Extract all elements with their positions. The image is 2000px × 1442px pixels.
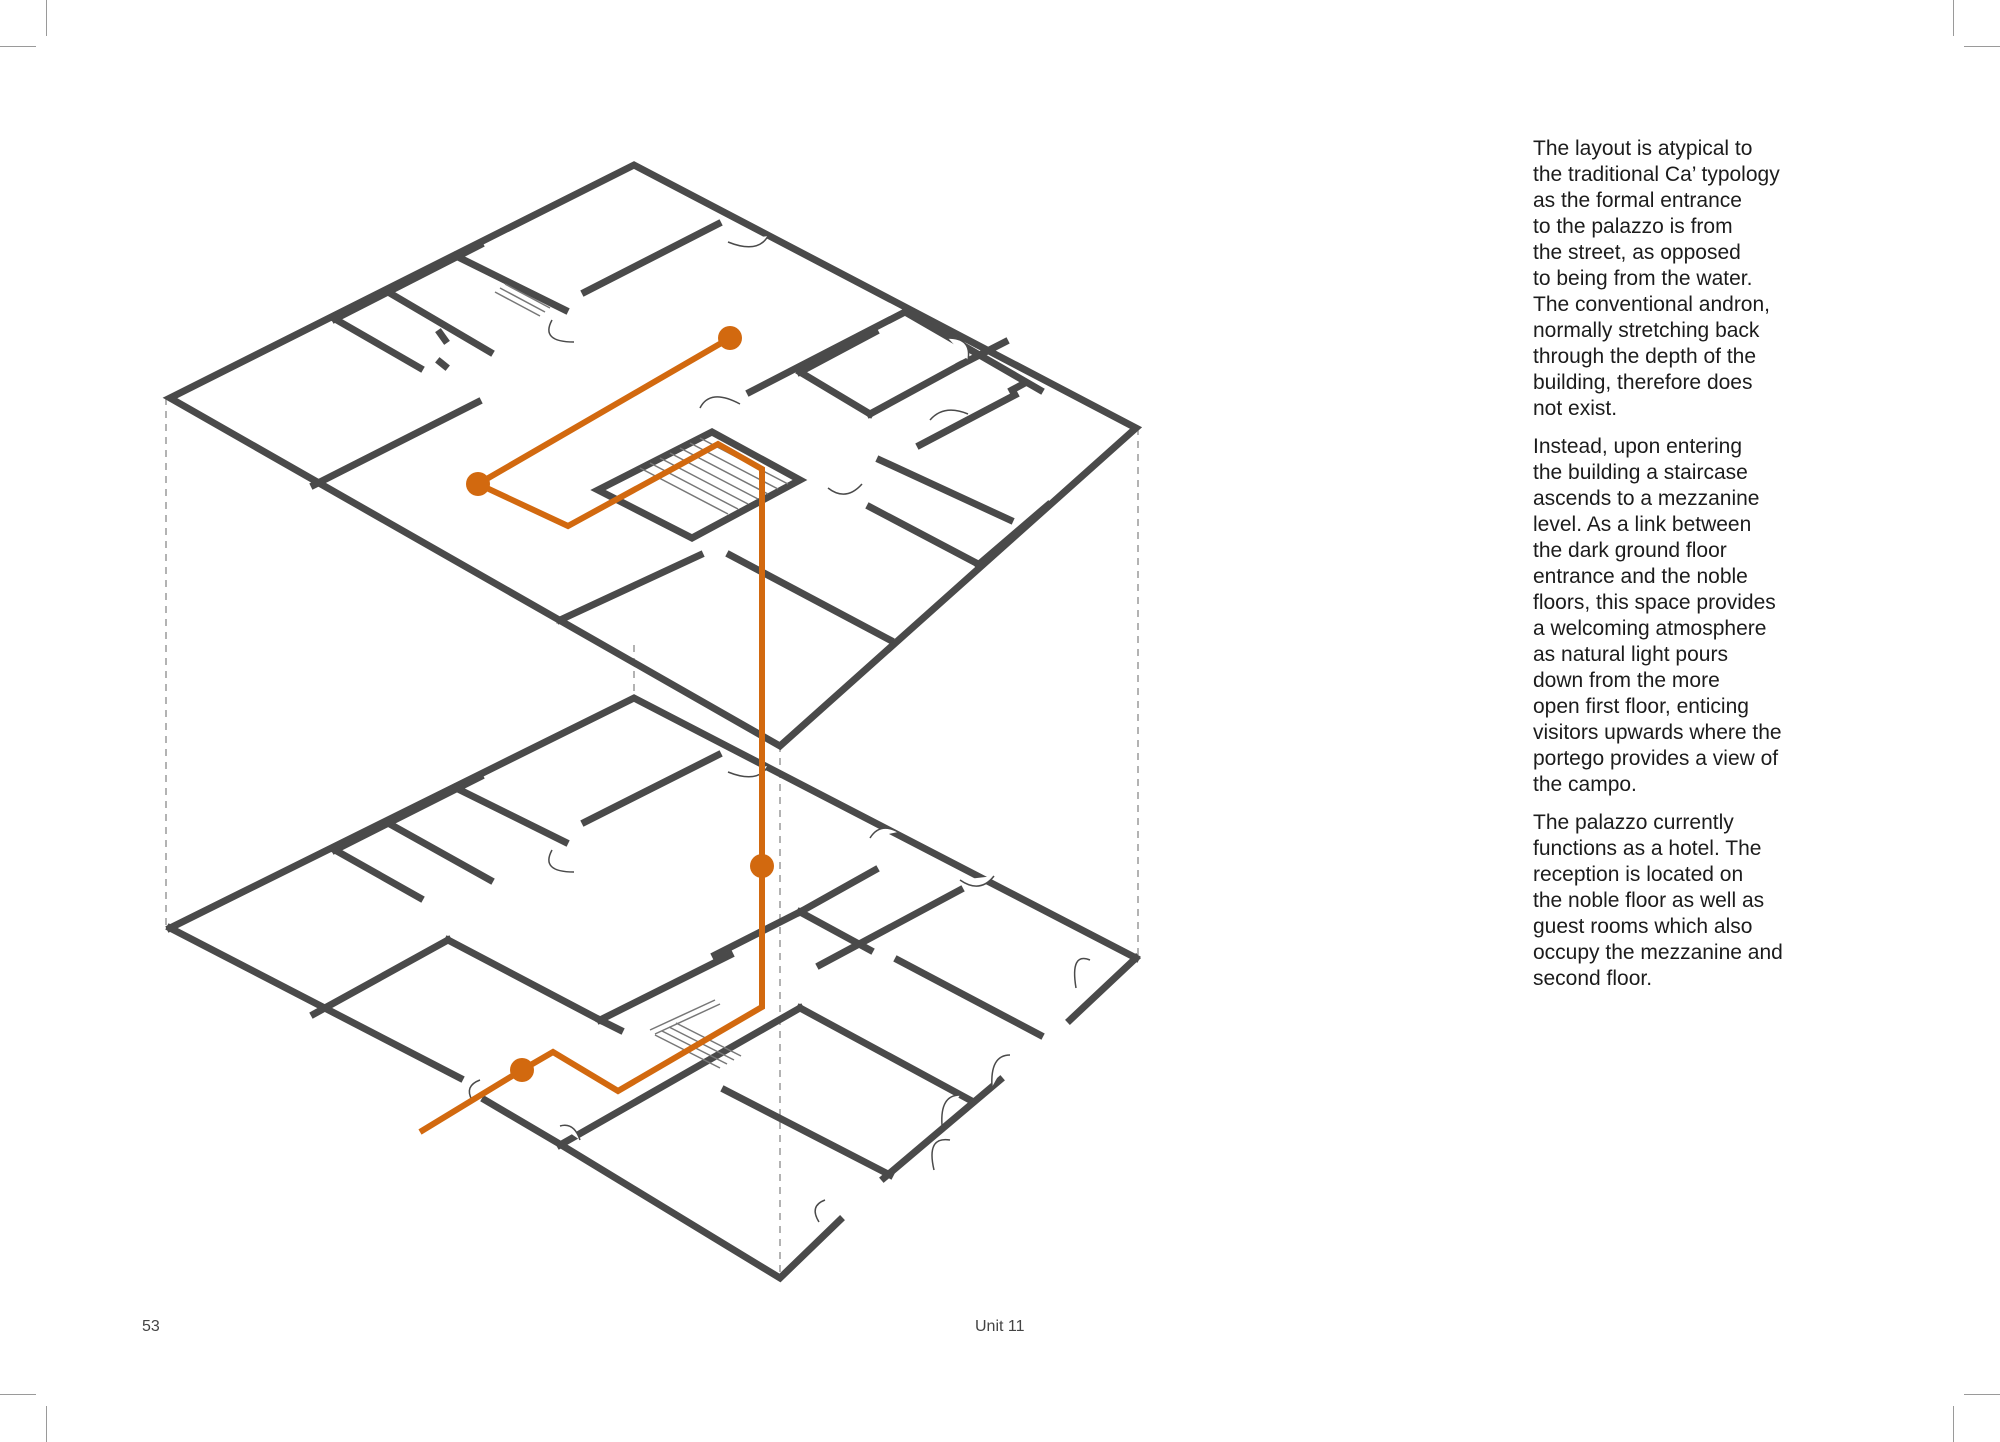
- page-number: 53: [142, 1318, 160, 1335]
- paragraph-3: The palazzo currently functions as a hotel. The reception is located on the noble floor as well as guest rooms which also occupy the mezzanine and second floor.: [1533, 811, 1783, 990]
- upper-stair-treads: [495, 284, 788, 514]
- body-text-column: [1533, 136, 1833, 1004]
- route-node-end: [718, 326, 742, 350]
- lower-floor-plan: [170, 698, 1136, 1278]
- route-node: [750, 854, 774, 878]
- route-node: [466, 472, 490, 496]
- upper-floor-plan: [170, 165, 1136, 746]
- route-node-start: [510, 1058, 534, 1082]
- lower-stair-treads: [650, 1000, 741, 1068]
- vertical-guide-lines: [166, 398, 1138, 1278]
- footer-unit-label: Unit 11: [975, 1318, 1025, 1335]
- paragraph-2: Instead, upon entering the building a staircase ascends to a mezzanine level. As a link between the dark ground floor entrance and the noble floors, this space provides a welcoming atmosphere as natural light pours down from the more open first floor, enticing visitors upwards where the portego provides a view of the campo.: [1533, 435, 1782, 796]
- paragraph-1: The layout is atypical to the traditional Ca’ typology as the formal entrance to the palazzo is from the street, as opposed to being from the water. The conventional andron, normally stretching back through the depth of the building, therefore does not exist.: [1533, 137, 1780, 420]
